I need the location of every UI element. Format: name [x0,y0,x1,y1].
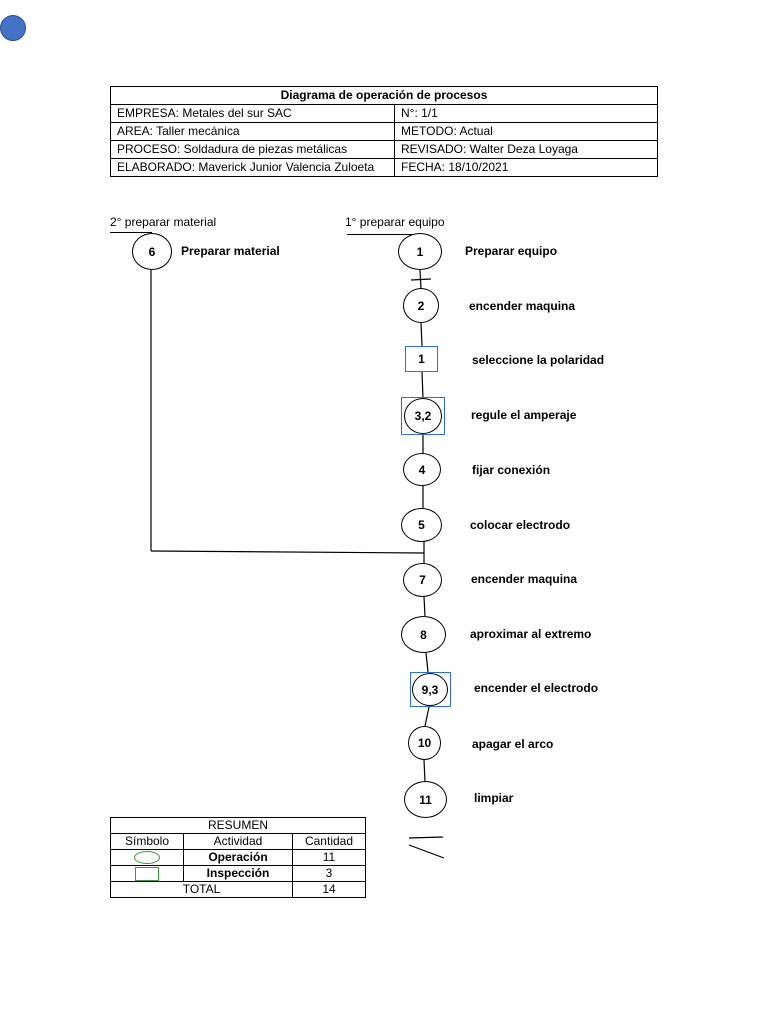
step-label: encender maquina [471,572,578,586]
step-node: 6 [132,233,172,270]
step-node: 2 [403,288,439,323]
area-cell: AREA: Taller mecánica [111,123,395,141]
branch-left-label: 2° preparar material [110,215,217,229]
step-inspection-box: 1 [405,346,438,372]
step-label: regule el amperaje [471,408,577,422]
step-node: 5 [401,508,442,542]
summary-col-quantity: Cantidad [293,834,366,850]
summary-title: RESUMEN [111,818,366,834]
summary-total-label: TOTAL [111,882,293,898]
summary-activity: Inspección [184,866,293,882]
step-node: 10 [408,726,441,760]
elaborado-cell: ELABORADO: Maverick Junior Valencia Zuloeta [111,159,395,177]
summary-quantity: 11 [293,850,366,866]
metodo-cell: METODO: Actual [395,123,658,141]
summary-total-value: 14 [293,882,366,898]
inspection-square-icon [135,867,159,881]
step-label: apagar el arco [472,737,554,751]
step-label: colocar electrodo [470,518,571,532]
diagram-title: Diagrama de operación de procesos [111,87,658,105]
step-node: 11 [404,781,447,818]
summary-col-activity: Actividad [184,834,293,850]
step-label: fijar conexión [472,463,551,477]
revisado-cell: REVISADO: Walter Deza Loyaga [395,141,658,159]
proceso-cell: PROCESO: Soldadura de piezas metálicas [111,141,395,159]
step-node: 9,3 [412,673,448,706]
step-label: Preparar equipo [465,244,558,258]
numero-cell: N°: 1/1 [395,105,658,123]
step-node: 8 [401,616,446,653]
summary-col-symbol: Símbolo [111,834,184,850]
step-label: limpiar [474,791,514,805]
empresa-cell: EMPRESA: Metales del sur SAC [111,105,395,123]
branch-right-label: 1° preparar equipo [345,215,445,229]
step-label: seleccione la polaridad [472,353,605,367]
step-label: Preparar material [181,244,280,258]
operation-symbol [111,850,184,866]
step-node: 7 [403,563,442,597]
step-node: 4 [403,453,441,486]
step-node: 1 [398,233,442,270]
summary-activity: Operación [184,850,293,866]
step-label: encender el electrodo [474,681,599,695]
step-label: encender maquina [469,299,576,313]
step-node: 3,2 [404,398,442,434]
inspection-symbol [111,866,184,882]
operation-ellipse-icon [134,851,160,864]
step-label: aproximar al extremo [470,627,592,641]
summary-table [110,817,366,898]
fecha-cell: FECHA: 18/10/2021 [395,159,658,177]
summary-quantity: 3 [293,866,366,882]
